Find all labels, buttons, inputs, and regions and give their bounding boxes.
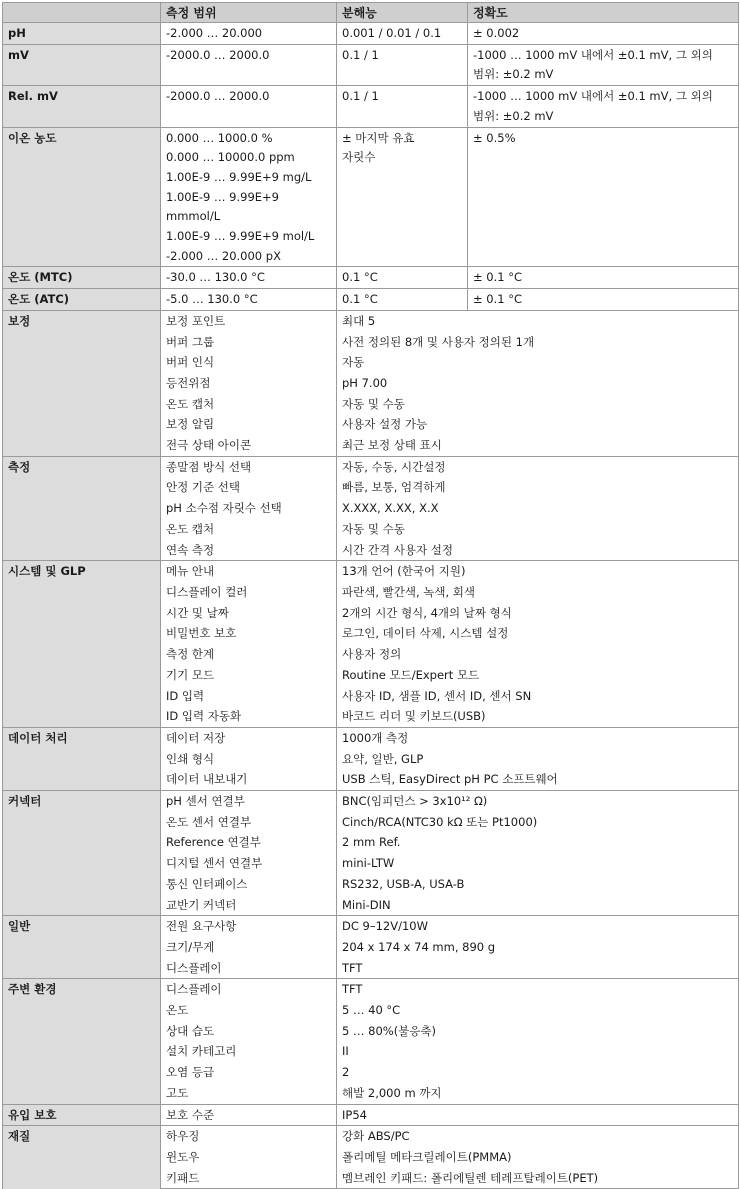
item-value: 폴리메틸 메타크릴레이트(PMMA) xyxy=(337,1147,739,1168)
item-name: ID 입력 자동화 xyxy=(161,706,337,727)
item-value: 5 … 80%(불응축) xyxy=(337,1021,739,1042)
table-row xyxy=(3,1126,739,1147)
item-name: 기기 모드 xyxy=(161,665,337,686)
item-value: 13개 언어 (한국어 지원) xyxy=(337,561,739,582)
item-value: USB 스틱, EasyDirect pH PC 소프트웨어 xyxy=(337,769,739,790)
resolution-cell xyxy=(337,86,468,127)
group-label: 커넥터 xyxy=(3,791,161,916)
resolution-cell xyxy=(337,44,468,85)
item-value: Routine 모드/Expert 모드 xyxy=(337,665,739,686)
header-range: 측정 범위 xyxy=(161,3,337,23)
item-value: 요약, 일반, GLP xyxy=(337,749,739,770)
item-value: mini-LTW xyxy=(337,853,739,874)
item-name: 온도 xyxy=(161,1000,337,1021)
cell-line: 1.00E-9 … 9.99E+9 mmmol/L xyxy=(166,189,279,224)
item-name: pH 소수점 자릿수 선택 xyxy=(161,498,337,519)
cell-line: -2.000 … 20.000 pX xyxy=(166,248,281,263)
item-name: 교반기 커넥터 xyxy=(161,895,337,916)
item-name: Reference 연결부 xyxy=(161,832,337,853)
cell-line: 0.001 / 0.01 / 0.1 xyxy=(342,26,442,40)
item-name: 보정 알림 xyxy=(161,414,337,435)
item-value: TFT xyxy=(337,958,739,979)
item-name: 키패드 xyxy=(161,1168,337,1189)
accuracy-cell xyxy=(468,127,739,267)
item-value: 자동 및 수동 xyxy=(337,394,739,415)
item-value: II xyxy=(337,1041,739,1062)
item-name: 안정 기준 선택 xyxy=(161,477,337,498)
table-row xyxy=(3,127,739,267)
resolution-cell xyxy=(337,267,468,289)
item-name: 인쇄 형식 xyxy=(161,749,337,770)
item-value: 2 mm Ref. xyxy=(337,832,739,853)
item-name: 전원 요구사항 xyxy=(161,916,337,937)
item-value: 1000개 측정 xyxy=(337,727,739,748)
item-value: 2 xyxy=(337,1062,739,1083)
group-label: 재질 xyxy=(3,1126,161,1189)
item-value: 자동 xyxy=(337,352,739,373)
item-name: 데이터 저장 xyxy=(161,727,337,748)
item-value: 사전 정의된 8개 및 사용자 정의된 1개 xyxy=(337,332,739,353)
cell-line: 자릿수 xyxy=(342,150,376,165)
table-row xyxy=(3,267,739,289)
table-row xyxy=(3,86,739,127)
group-label: 시스템 및 GLP xyxy=(3,561,161,728)
cell-line: ± 0.5% xyxy=(473,130,516,145)
item-value: Cinch/RCA(NTC30 kΩ 또는 Pt1000) xyxy=(337,812,739,833)
spec-table xyxy=(2,2,739,1189)
item-value: pH 7.00 xyxy=(337,373,739,394)
item-name: 보호 수준 xyxy=(161,1104,337,1126)
item-value: TFT xyxy=(337,979,739,1000)
item-value: 204 x 174 x 74 mm, 890 g xyxy=(337,937,739,958)
item-name: 디스플레이 컬러 xyxy=(161,582,337,603)
item-value: DC 9–12V/10W xyxy=(337,916,739,937)
cell-line: 0.1 / 1 xyxy=(342,47,379,62)
item-value: 최근 보정 상태 표시 xyxy=(337,435,739,456)
accuracy-cell xyxy=(468,23,739,45)
row-label: Rel. mV xyxy=(3,86,161,127)
item-name: 디스플레이 xyxy=(161,958,337,979)
item-name: pH 센서 연결부 xyxy=(161,791,337,812)
item-name: 통신 인터페이스 xyxy=(161,874,337,895)
item-name: 상대 습도 xyxy=(161,1021,337,1042)
cell-line: 0.000 … 10000.0 ppm xyxy=(166,150,295,165)
item-name: 연속 측정 xyxy=(161,540,337,561)
accuracy-cell xyxy=(468,289,739,311)
group-label: 데이터 처리 xyxy=(3,727,161,790)
table-row xyxy=(3,916,739,937)
row-label: 온도 (ATC) xyxy=(3,289,161,311)
row-label: 온도 (MTC) xyxy=(3,267,161,289)
item-value: IP54 xyxy=(337,1104,739,1126)
cell-line: -2000.0 … 2000.0 xyxy=(166,89,270,104)
item-value: BNC(임피던스 > 3x10¹² Ω) xyxy=(337,791,739,812)
cell-line: 1.00E-9 … 9.99E+9 mol/L xyxy=(166,229,315,244)
group-label: 보정 xyxy=(3,310,161,456)
cell-line: ± 0.002 xyxy=(473,26,520,40)
table-row xyxy=(3,310,739,331)
cell-line: 0.1 °C xyxy=(342,292,378,307)
cell-line: ± 0.1 °C xyxy=(473,270,523,285)
item-name: 오염 등급 xyxy=(161,1062,337,1083)
item-name: 디스플레이 xyxy=(161,979,337,1000)
table-header-row xyxy=(3,3,739,23)
item-name: 비밀번호 보호 xyxy=(161,623,337,644)
cell-line: -5.0 … 130.0 °C xyxy=(166,292,258,307)
accuracy-cell xyxy=(468,86,739,127)
row-label: 이온 농도 xyxy=(3,127,161,267)
table-row xyxy=(3,791,739,812)
cell-line: 0.1 / 1 xyxy=(342,89,379,104)
item-name: 측정 한계 xyxy=(161,644,337,665)
table-row xyxy=(3,289,739,311)
item-value: 멤브레인 키패드: 폴리에틸렌 테레프탈레이트(PET) xyxy=(337,1168,739,1189)
table-row xyxy=(3,456,739,477)
accuracy-cell xyxy=(468,267,739,289)
item-value: 시간 간격 사용자 설정 xyxy=(337,540,739,561)
item-name: 온도 센서 연결부 xyxy=(161,812,337,833)
item-name: 온도 캡처 xyxy=(161,394,337,415)
table-row xyxy=(3,561,739,582)
accuracy-cell xyxy=(468,44,739,85)
item-value: 5 … 40 °C xyxy=(337,1000,739,1021)
cell-line: -2000.0 … 2000.0 xyxy=(166,47,270,62)
item-value: 2개의 시간 형식, 4개의 날짜 형식 xyxy=(337,603,739,624)
cell-line: 범위: ±0.2 mV xyxy=(473,67,554,82)
spec-table-body xyxy=(3,23,739,1189)
item-name: 윈도우 xyxy=(161,1147,337,1168)
item-value: 바코드 리더 및 키보드(USB) xyxy=(337,706,739,727)
group-label: 일반 xyxy=(3,916,161,979)
cell-line: ± 마지막 유효 xyxy=(342,130,415,145)
group-label: 측정 xyxy=(3,456,161,561)
resolution-cell xyxy=(337,127,468,267)
header-accuracy: 정확도 xyxy=(468,3,739,23)
cell-line: 범위: ±0.2 mV xyxy=(473,108,554,123)
table-row xyxy=(3,979,739,1000)
item-value: X.XXX, X.XX, X.X xyxy=(337,498,739,519)
item-value: 사용자 정의 xyxy=(337,644,739,665)
item-name: 보정 포인트 xyxy=(161,310,337,331)
item-value: 자동 및 수동 xyxy=(337,519,739,540)
table-row xyxy=(3,1104,739,1126)
item-name: 버퍼 그룹 xyxy=(161,332,337,353)
item-name: 고도 xyxy=(161,1083,337,1104)
row-label: pH xyxy=(3,23,161,45)
cell-line: 0.1 °C xyxy=(342,270,378,285)
item-name: 버퍼 인식 xyxy=(161,352,337,373)
cell-line: -1000 … 1000 mV 내에서 ±0.1 mV, 그 외의 xyxy=(473,47,713,62)
item-name: 데이터 내보내기 xyxy=(161,769,337,790)
item-name: 하우징 xyxy=(161,1126,337,1147)
item-value: 강화 ABS/PC xyxy=(337,1126,739,1147)
cell-line: -2.000 … 20.000 xyxy=(166,26,263,40)
range-cell xyxy=(161,44,337,85)
item-name: 등전위점 xyxy=(161,373,337,394)
item-name: 설치 카테고리 xyxy=(161,1041,337,1062)
range-cell xyxy=(161,23,337,45)
item-value: 사용자 ID, 샘플 ID, 센서 ID, 센서 SN xyxy=(337,686,739,707)
resolution-cell xyxy=(337,289,468,311)
resolution-cell xyxy=(337,23,468,45)
range-cell xyxy=(161,267,337,289)
item-name: 크기/무게 xyxy=(161,937,337,958)
item-value: 자동, 수동, 시간설정 xyxy=(337,456,739,477)
header-resolution: 분해능 xyxy=(337,3,468,23)
table-row xyxy=(3,23,739,45)
group-label: 주변 환경 xyxy=(3,979,161,1104)
row-label: mV xyxy=(3,44,161,85)
item-value: 빠름, 보통, 엄격하게 xyxy=(337,477,739,498)
item-name: 온도 캡처 xyxy=(161,519,337,540)
cell-line: 1.00E-9 … 9.99E+9 mg/L xyxy=(166,169,312,184)
item-value: Mini-DIN xyxy=(337,895,739,916)
item-name: 시간 및 날짜 xyxy=(161,603,337,624)
item-name: 종말점 방식 선택 xyxy=(161,456,337,477)
table-row xyxy=(3,727,739,748)
item-value: 사용자 설정 가능 xyxy=(337,414,739,435)
item-value: 파란색, 빨간색, 녹색, 회색 xyxy=(337,582,739,603)
cell-line: ± 0.1 °C xyxy=(473,292,523,307)
range-cell xyxy=(161,86,337,127)
range-cell xyxy=(161,289,337,311)
table-row xyxy=(3,44,739,85)
item-name: ID 입력 xyxy=(161,686,337,707)
cell-line: 0.000 … 1000.0 % xyxy=(166,130,273,145)
cell-line: -1000 … 1000 mV 내에서 ±0.1 mV, 그 외의 xyxy=(473,89,713,104)
group-label: 유입 보호 xyxy=(3,1104,161,1126)
range-cell xyxy=(161,127,337,267)
item-name: 메뉴 안내 xyxy=(161,561,337,582)
item-value: 해발 2,000 m 까지 xyxy=(337,1083,739,1104)
item-name: 디지털 센서 연결부 xyxy=(161,853,337,874)
item-value: 최대 5 xyxy=(337,310,739,331)
item-name: 전극 상태 아이콘 xyxy=(161,435,337,456)
item-value: RS232, USB-A, USA-B xyxy=(337,874,739,895)
item-value: 로그인, 데이터 삭제, 시스템 설정 xyxy=(337,623,739,644)
header-empty xyxy=(3,3,161,23)
cell-line: -30.0 … 130.0 °C xyxy=(166,270,265,285)
